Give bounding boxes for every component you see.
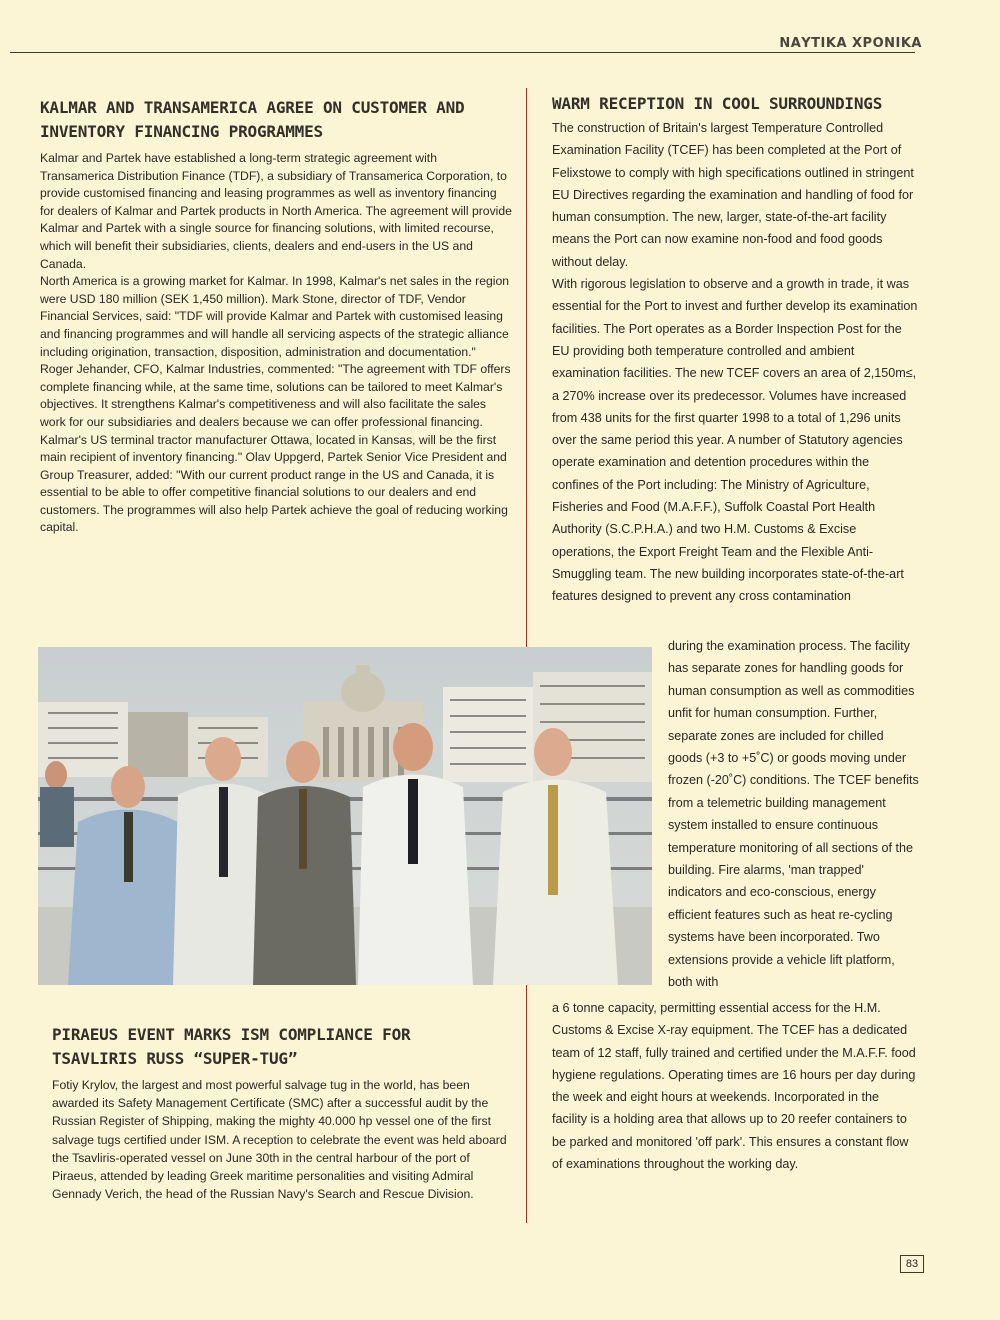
warm-paragraph-4: a 6 tonne capacity, permitting essential access for the H.M. Customs & Excise X-ray equipment. The TCEF has a dedicated team of 12 staff, fully trained and certified under the M.A.F.F. food hygiene regulations. Operating times are 16 hours per day during the week and eight hours at weekends. Incorporated in the	[552, 1001, 916, 1105]
warm-body-lower	[552, 997, 918, 1175]
warm-paragraph-3: during the examination process. The facility has separate zones for handling goods for human consumption as well as commodities unfit for human consumption. Further, separate zones are included for chilled goods (+3 to +5˚C) or goods moving under frozen (-20˚C) conditions. The TCEF benefits from a telemetric building management system installed to ensure continuous temperature monitoring of all sections of the building. Fire alarms, 'man trapped' indicators and eco-conscious, energy efficient features such as heat re-cycling systems have been incorporated. Two extensions provide a vehicle lift platform, both with	[668, 639, 919, 990]
journal-title: ΝΑΥΤΙΚΑ ΧΡΟΝΙΚΑ	[779, 36, 922, 51]
warm-body-upper	[552, 117, 918, 608]
kalmar-body	[40, 150, 514, 537]
warm-paragraph-1: The construction of Britain's largest Temperature Controlled Examination Facility (TCEF) has been completed at the Port of Felixstowe to comply with high specifications outlined in stringent EU Directives regarding the examination and handling of food for human consumption. The new, larger, state-of-the-art facility means the Port can now examine non-food and food goods without delay.	[552, 121, 914, 269]
piraeus-body	[52, 1076, 514, 1203]
reception-photo	[38, 647, 652, 985]
header-rule	[10, 52, 915, 53]
page-number: 83	[900, 1255, 924, 1273]
piraeus-headline: PIRAEUS EVENT MARKS ISM COMPLIANCE FOR TSAVLIRIS RUSS “SUPER-TUG”	[52, 1025, 411, 1068]
warm-paragraph-5: facility is a holding area that allows up to 20 reefer containers to be parked and monitored 'off park'. This ensures a constant flow of examinations throughout the working day.	[552, 1112, 909, 1172]
warm-body-wrap	[668, 635, 920, 994]
kalmar-paragraph-1: Kalmar and Partek have established a long-term strategic agreement with Transamerica Distribution Finance (TDF), a subsidiary of Transamerica Corporation, to provide customised financing and leasing programmes as well as inventory financing for dealers of Kalmar and Partek products in North America. The agreement will provide Kalmar and Partek with a single source for financing solutions, with limited recourse, which will benefit their subsidiaries, clients, dealers and end-users in the US and Canada.	[40, 151, 512, 271]
kalmar-paragraph-3: Roger Jehander, CFO, Kalmar Industries, commented: "The agreement with TDF offers complete financing while, at the same time, solutions can be tailored to meet Kalmar's objectives. It strengthens Kalmar's competitiveness and will also facilitate the sales work for our subsidiaries and dealers because we can offer professional financing. Kalmar's US terminal tractor manufacturer Ottawa, located in Kansas, will be the first main recipient of inventory financing." Olav Uppgerd, Partek Senior Vice President and Group Treasurer, added: "With our current product range in the US and Canada, it is essential to be able to offer competitive financial solutions to our dealers and end customers. The programmes will also help Partek achieve the goal of reducing working capital.	[40, 362, 511, 535]
reception-photo-image	[38, 647, 652, 985]
warm-headline: WARM RECEPTION IN COOL SURROUNDINGS	[552, 94, 883, 113]
warm-paragraph-2: With rigorous legislation to observe and a growth in trade, it was essential for the Port to invest and further develop its examination facilities. The Port operates as a Border Inspection Post for the EU providing both temperature controlled and ambient examination facilities. The new TCEF covers an area of 2,150m≤, a 270% increase over its predecessor. Volumes have increased from 438 units for the first quarter 1998 to a total of 1,296 units over the same period this year. A number of Statutory agencies operate examination and detention procedures within the confines of the Port including: The Ministry of Agriculture, Fisheries and Food (M.A.F.F.), Suffolk Coastal Port Health Authority (S.C.P.H.A.) and two H.M. Customs & Excise operations, the Export Freight Team and the Flexible Anti-Smuggling team. The new building incorporates state-of-the-art features designed to prevent any cross contamination	[552, 277, 918, 604]
piraeus-paragraph-1: Fotiy Krylov, the largest and most powerful salvage tug in the world, has been awarded its Safety Management Certificate (SMC) after a successful audit by the Russian Register of Shipping, making the mighty 40.000 hp vessel one of the first salvage tugs certified under ISM. A reception to celebrate the event was held aboard the Tsavliris-operated vessel on June 30th in the central harbour of the port of Piraeus, attended by leading Greek maritime personalities and visiting Admiral Gennady Verich, the head of the Russian Navy's Search and Rescue Division.	[52, 1078, 507, 1202]
kalmar-paragraph-2: North America is a growing market for Kalmar. In 1998, Kalmar's net sales in the region were USD 180 million (SEK 1,450 million). Mark Stone, director of TDF, Vendor Financial Services, said: "TDF will provide Kalmar and Partek with customised leasing and financing programmes and will handle all servicing aspects of the strategic alliance including origination, transaction, disposition, administration and documentation."	[40, 274, 510, 359]
kalmar-headline: KALMAR AND TRANSAMERICA AGREE ON CUSTOMER AND INVENTORY FINANCING PROGRAMMES	[40, 98, 465, 141]
